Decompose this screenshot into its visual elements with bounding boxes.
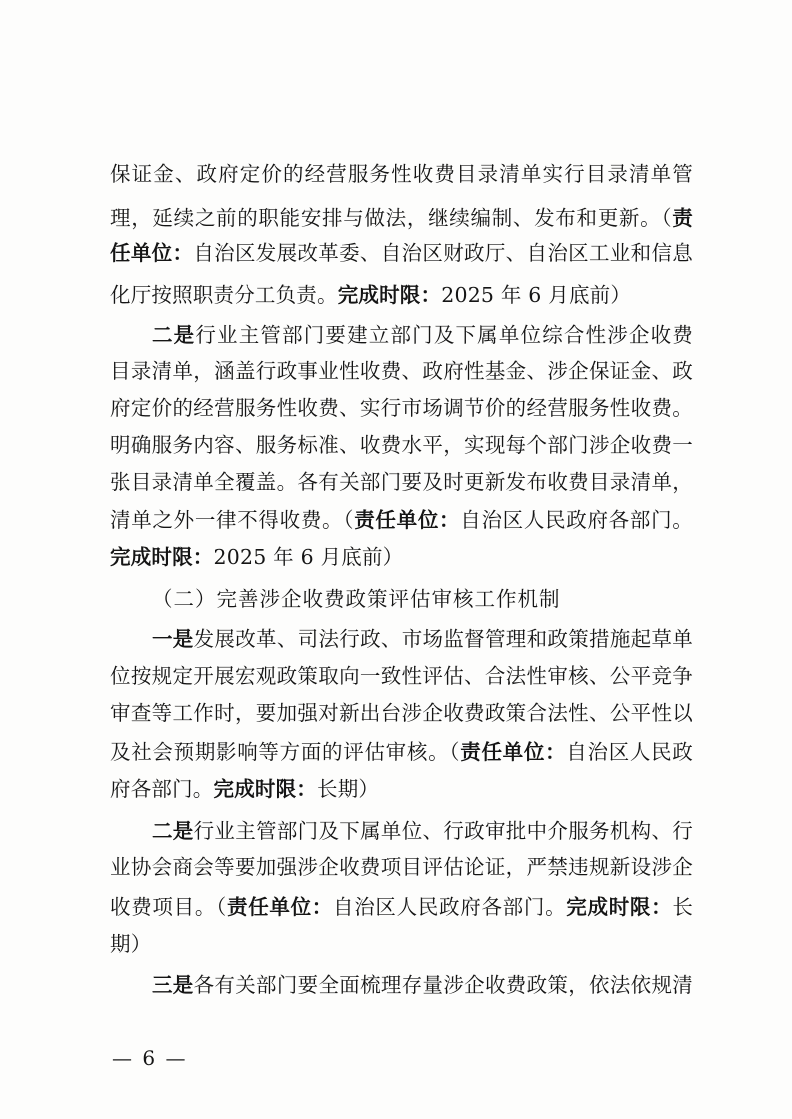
text-run: 自治区人民政府各部门。 <box>460 508 694 532</box>
text-line <box>110 737 693 767</box>
text-line <box>152 624 693 654</box>
bold-run: 二是 <box>152 819 194 843</box>
text-line <box>110 356 693 386</box>
bold-run: 责任单位： <box>354 508 461 532</box>
text-run: 府各部门。 <box>110 777 214 801</box>
bold-run: 责 <box>672 206 693 230</box>
text-run: 期） <box>110 932 152 956</box>
text-line <box>110 892 693 922</box>
text-line <box>110 430 693 460</box>
bold-run: 任单位： <box>110 241 194 265</box>
text-run: 长期） <box>317 777 380 801</box>
bold-run: 三是 <box>152 973 194 997</box>
text-run: 及社会预期影响等方面的评估审核。（ <box>110 740 461 764</box>
text-line <box>110 852 693 882</box>
text-run: 2025 年 6 月底前） <box>441 283 632 307</box>
text-line <box>110 929 693 959</box>
text-run: 位按规定开展宏观政策取向一致性评估、合法性审核、公平竞争 <box>110 664 693 688</box>
text-run: 收费项目。（ <box>110 895 227 919</box>
text-line <box>152 970 693 1000</box>
text-run: 目录清单，涵盖行政事业性收费、政府性基金、涉企保证金、政 <box>110 359 693 383</box>
bold-run: 完成时限： <box>110 545 214 569</box>
text-run: 明确服务内容、服务标准、收费水平，实现每个部门涉企收费一 <box>110 433 693 457</box>
bold-run: 责任单位： <box>460 740 567 764</box>
text-line <box>110 280 693 310</box>
page-number: — 6 — <box>112 1046 188 1070</box>
text-line <box>110 542 693 572</box>
text-run: 行业主管部门及下属单位、行政审批中介服务机构、行 <box>193 819 693 843</box>
bold-run: 完成时限： <box>213 777 317 801</box>
bold-run: 二是 <box>152 323 196 347</box>
text-run: 自治区发展改革委、自治区财政厅、自治区工业和信息 <box>193 241 693 265</box>
text-line <box>152 816 693 846</box>
text-line <box>110 698 693 728</box>
text-line <box>110 159 693 189</box>
text-line <box>152 320 693 350</box>
text-run: 2025 年 6 月底前） <box>213 545 404 569</box>
text-line <box>110 238 693 268</box>
text-run: 自治区人民政府各部门。 <box>333 895 567 919</box>
text-run: 清单之外一律不得收费。（ <box>110 508 355 532</box>
text-run: 化厅按照职责分工负责。 <box>110 283 338 307</box>
text-line <box>110 467 693 497</box>
text-run: 长 <box>672 895 694 919</box>
text-run: 行业主管部门要建立部门及下属单位综合性涉企收费 <box>195 323 693 347</box>
text-line <box>110 393 693 423</box>
section-heading <box>152 584 693 614</box>
text-run: 自治区人民政 <box>566 740 694 764</box>
text-run: 府定价的经营服务性收费、实行市场调节价的经营服务性收费。 <box>110 396 693 420</box>
heading-text: （二）完善涉企收费政策评估审核工作机制 <box>152 587 561 611</box>
text-run: 各有关部门要全面梳理存量涉企收费政策，依法依规清 <box>193 973 693 997</box>
text-line <box>110 505 693 535</box>
text-run: 发展改革、司法行政、市场监督管理和政策措施起草单 <box>193 627 693 651</box>
text-run: 理，延续之前的职能安排与做法，继续编制、发布和更新。（ <box>110 206 673 230</box>
bold-run: 完成时限： <box>566 895 673 919</box>
text-line <box>110 774 693 804</box>
text-line <box>110 203 693 233</box>
text-run: 保证金、政府定价的经营服务性收费目录清单实行目录清单管 <box>110 162 693 186</box>
text-run: 张目录清单全覆盖。各有关部门要及时更新发布收费目录清单， <box>110 470 693 494</box>
text-run: 审查等工作时，要加强对新出台涉企收费政策合法性、公平性以 <box>110 701 693 725</box>
bold-run: 完成时限： <box>337 283 442 307</box>
bold-run: 一是 <box>152 627 194 651</box>
text-run: 业协会商会等要加强涉企收费项目评估论证，严禁违规新设涉企 <box>110 855 693 879</box>
text-line <box>110 661 693 691</box>
bold-run: 责任单位： <box>226 895 334 919</box>
